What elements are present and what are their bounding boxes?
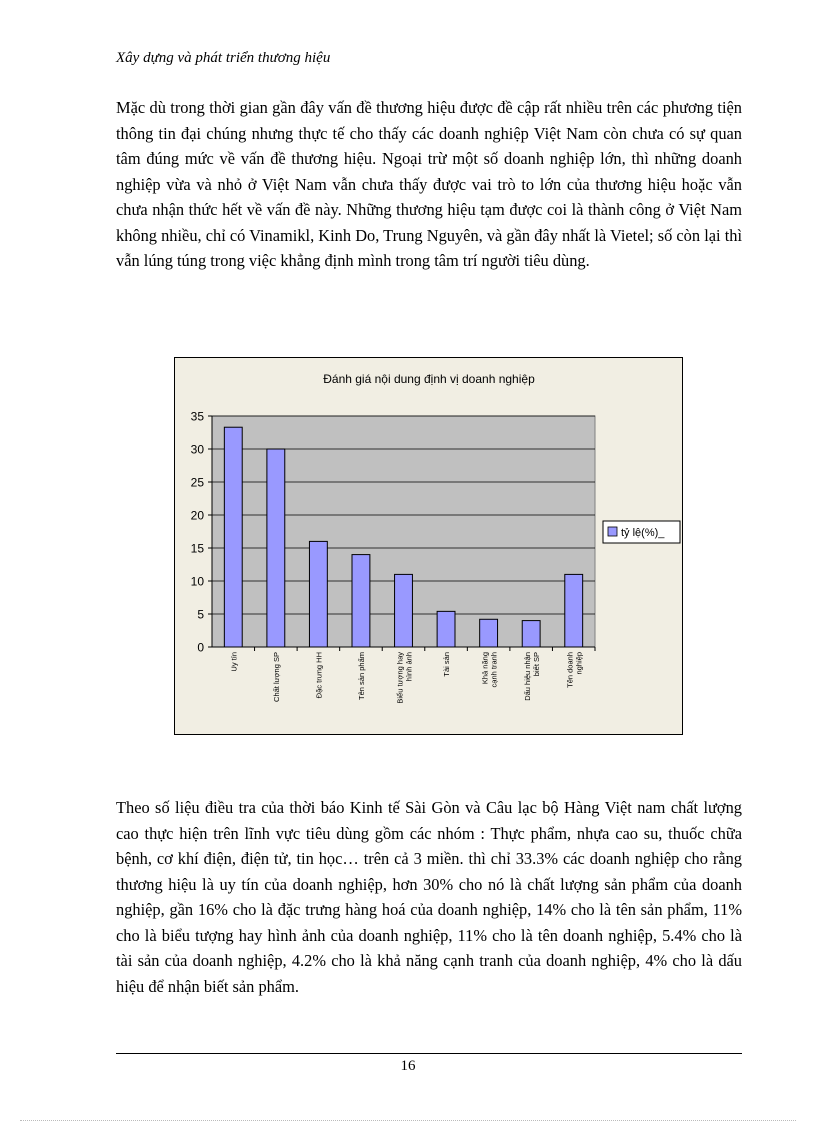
- legend-swatch: [608, 527, 617, 536]
- bar: [522, 621, 540, 647]
- x-tick-label: Chất lượng SP: [271, 652, 281, 702]
- plot-area: [191, 410, 595, 704]
- x-tick-label: Tên sản phẩm: [356, 652, 366, 700]
- x-tick-label: Tên doanhnghiệp: [565, 652, 584, 688]
- y-tick-label: 5: [197, 607, 204, 622]
- chart-title: Đánh giá nội dung định vị doanh nghiệp: [323, 372, 535, 386]
- x-tick-label: Uy tín: [229, 652, 239, 672]
- bar: [309, 541, 327, 647]
- page-bottom-border: [20, 1120, 796, 1121]
- x-tick-label: Đặc trưng HH: [314, 652, 324, 699]
- bar: [395, 574, 413, 647]
- x-tick-label: Khả năngcạnh tranh: [480, 652, 499, 688]
- bar: [437, 611, 455, 647]
- legend-label: tỷ lệ(%)_: [621, 527, 665, 539]
- body-paragraph-2: Theo số liệu điều tra của thời báo Kinh tế Sài Gòn và Câu lạc bộ Hàng Việt nam chất lượng cao thực hiện trên lĩnh vực tiêu dùng gồm các nhóm : Thực phẩm, nhựa cao su, thuốc chữa bệnh, cơ khí điện, điện tử, tin học… trên cả 3 miền. thì chỉ 33.3% các doanh nghiệp cho rằng thương hiệu là uy tín của doanh nghiệp, hơn 30% cho nó là chất lượng sản phẩm của doanh nghiệp, gần 16% cho là đặc trưng hàng hoá của doanh nghiệp, 14% cho là tên sản phẩm, 11% cho là biểu tượng hay hình ảnh của doanh nghiệp, 11% cho là tên doanh nghiệp, 5.4% cho là tài sản của doanh nghiệp, 4.2% cho là khả năng cạnh tranh của doanh nghiệp, 4% cho là dấu hiệu để nhận biết sản phẩm.: [116, 798, 742, 996]
- y-tick-label: 10: [190, 574, 204, 589]
- y-tick-label: 30: [190, 442, 204, 457]
- footer-rule: [116, 1053, 742, 1054]
- bar: [224, 427, 242, 647]
- y-tick-label: 35: [190, 409, 204, 424]
- bar: [565, 574, 583, 647]
- chart-svg: [175, 358, 682, 734]
- x-tick-label: Dấu hiệu nhậnbiết SP: [523, 652, 542, 701]
- body-paragraph-1: Mặc dù trong thời gian gần đây vấn đề thương hiệu được đề cập rất nhiều trên các phương tiện thông tin đại chúng nhưng thực tế cho thấy các doanh nghiệp Việt Nam còn chưa có sự quan tâm đúng mức về vấn đề thương hiệu. Ngoại trừ một số doanh nghiệp lớn, thì những doanh nghiệp vừa và nhỏ ở Việt Nam vẫn chưa thấy được vai trò to lớn của thương hiệu hoặc vẫn chưa nhận thức hết về vấn đề này. Những thương hiệu tạm được coi là thành công ở Việt Nam không nhiều, chỉ có Vinamikl, Kinh Do, Trung Nguyên, và gần đây nhất là Vietel; số còn lại thì vẫn lúng túng trong việc khẳng định mình trong tâm trí người tiêu dùng.: [116, 98, 742, 270]
- bar: [267, 449, 285, 647]
- x-tick-label: Biểu tượng hayhình ảnh: [395, 652, 414, 704]
- chart-legend: [603, 521, 680, 543]
- bar-chart: [174, 357, 683, 735]
- running-header: Xây dựng và phát triển thương hiệu: [116, 50, 331, 66]
- bar: [480, 619, 498, 647]
- y-tick-label: 20: [190, 508, 204, 523]
- y-tick-label: 25: [190, 475, 204, 490]
- y-tick-label: 0: [197, 640, 204, 655]
- page-number: 16: [400, 1058, 416, 1074]
- x-tick-label: Tài sản: [442, 652, 452, 677]
- y-tick-label: 15: [190, 541, 204, 556]
- bar: [352, 555, 370, 647]
